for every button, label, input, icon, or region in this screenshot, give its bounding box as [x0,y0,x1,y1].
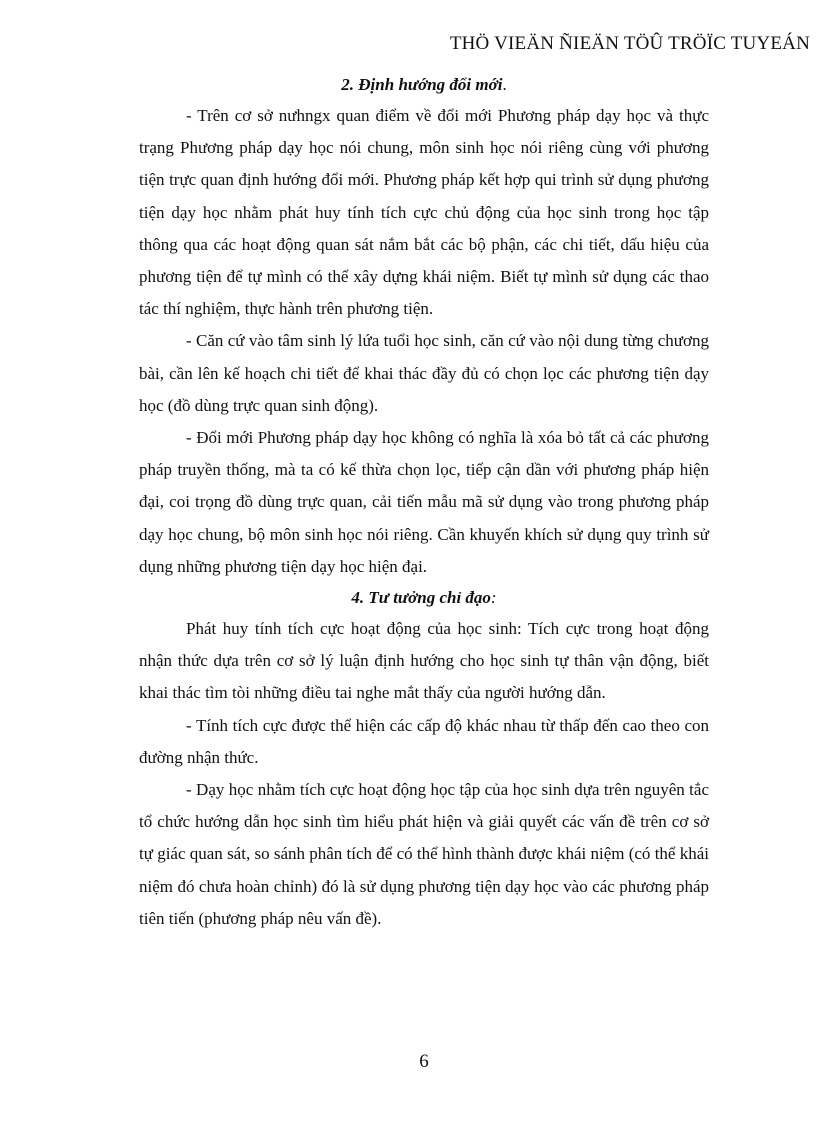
paragraph: Phát huy tính tích cực hoạt động của học sinh: Tích cực trong hoạt động nhận thức dựa trên cơ sở lý luận định hướng cho học sinh tự thân vận động, biết khai thác tìm tòi những điều tai nghe mắt thấy của người hướng dẫn. [139,619,709,703]
paragraph: - Trên cơ sở nưhngx quan điểm về đổi mới Phương pháp dạy học và thực trạng Phương pháp dạy học nói chung, môn sinh học nói riêng cùng với phương tiện trực quan định hướng đổi mới. Phương pháp kết hợp qui trình sử dụng phương tiện dạy học nhằm phát huy tính tích cực chủ động của học sinh trong học tập thông qua các hoạt động quan sát nắm bắt các bộ phận, các chi tiết, dấu hiệu của phương tiện để tự mình có thể xây dựng khái niệm. Biết tự mình sử dụng các thao tác thí nghiệm, thực hành trên phương tiện. [139,106,709,319]
section-heading-text: 2. Định hướng đổi mới [341,75,503,94]
page-content [139,70,709,935]
paragraph: - Tính tích cực được thể hiện các cấp độ khác nhau từ thấp đến cao theo con đường nhận thức. [139,715,709,767]
paragraph: - Đổi mới Phương pháp dạy học không có nghĩa là xóa bỏ tất cả các phương pháp truyền thống, mà ta có kế thừa chọn lọc, tiếp cận dần với phương pháp hiện đại, coi trọng đồ dùng trực quan, cải tiến mẫu mã sử dụng vào trong phương pháp dạy học chung, bộ môn sinh học nói riêng. Cần khuyến khích sử dụng quy trình sử dụng những phương tiện dạy học hiện đại. [139,428,709,576]
page-header: THÖ VIEÄN ÑIEÄN TÖÛ TRÖÏC TUYEÁN [449,33,810,54]
paragraph: - Căn cứ vào tâm sinh lý lứa tuổi học sinh, căn cứ vào nội dung từng chương bài, cần lên kế hoạch chi tiết để khai thác đầy đủ có chọn lọc các phương tiện dạy học (đồ dùng trực quan sinh động). [139,331,709,415]
paragraph: - Dạy học nhằm tích cực hoạt động học tập của học sinh dựa trên nguyên tắc tổ chức hướng dẫn học sinh tìm hiểu phát hiện và giải quyết các vấn đề trên cơ sở tự giác quan sát, so sánh phân tích để có thể hình thành được khái niệm (có thể khái niệm đó chưa hoàn chỉnh) đó là sử dụng phương tiện dạy học vào các phương pháp tiên tiến (phương pháp nêu vấn đề). [139,780,709,928]
page-number: 6 [419,1051,429,1072]
section-heading-suffix: . [502,75,507,94]
section-heading-text: 4. Tư tưởng chỉ đạo [351,588,491,608]
section-heading [139,70,709,100]
section-heading-suffix: : [490,588,497,608]
section-heading [139,583,709,613]
